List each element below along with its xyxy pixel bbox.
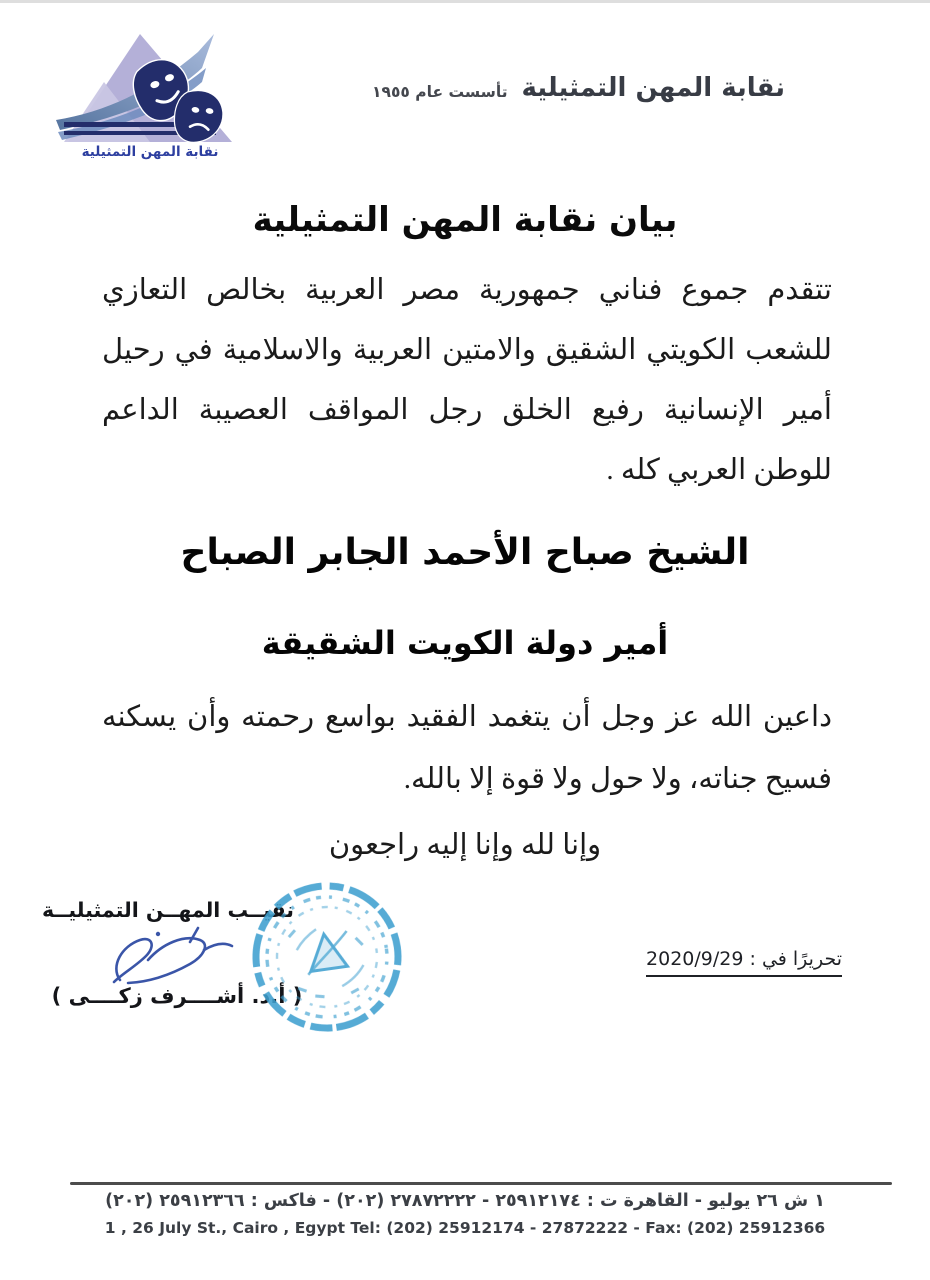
paragraph-line: فسيح جناته، ولا حول ولا قوة إلا بالله. (403, 763, 832, 795)
footer-address-english: 1 , 26 July St., Cairo , Egypt Tel: (202) 25912174 - 27872222 - Fax: (202) 25912366 (104, 1219, 826, 1237)
footer-divider (70, 1182, 892, 1185)
issue-date: تحريرًا في : 2020/9/29 (646, 948, 842, 977)
official-stamp-icon (236, 866, 419, 1049)
closing-verse: وإنا لله وإنا إليه راجعون (328, 829, 602, 861)
theater-masks-logo-icon (52, 26, 248, 146)
paragraph-line: تتقدم جموع فناني جمهورية مصر العربية بخالص التعازي (102, 274, 832, 306)
prayer-paragraph (102, 686, 832, 810)
footer-address-arabic: ١ ش ٢٦ يوليو - القاهرة ت : ٢٥٩١٢١٧٤ - ٢٧٨٧٢٢٢٢ (٢٠٢) - فاكس : ٢٥٩١٢٣٦٦ (٢٠٢) (105, 1191, 825, 1211)
signatory-name: ( أ.د. أشــــرف زكــــى ) (51, 984, 303, 1008)
paragraph-line: داعين الله عز وجل أن يتغمد الفقيد بواسع رحمته وأن يسكنه (102, 701, 832, 733)
signatory-role: نقيــب المهــن التمثيليــة (41, 898, 294, 922)
paragraph-line: للشعب الكويتي الشقيق والامتين العربية والاسلامية في رحيل (102, 334, 832, 366)
syndicate-logo (52, 26, 248, 172)
deceased-name-heading: الشيخ صباح الأحمد الجابر الصباح (180, 532, 750, 573)
header-founded-year: تأسست عام ١٩٥٥ (372, 83, 508, 101)
condolence-paragraph (102, 260, 832, 500)
deceased-title-heading: أمير دولة الكويت الشقيقة (261, 624, 669, 662)
scan-edge-top (0, 0, 930, 3)
header-title-block (372, 58, 785, 104)
paragraph-line: للوطن العربي كله . (606, 454, 832, 486)
paragraph-line: أمير الإنسانية رفيع الخلق رجل المواقف العصيبة الداعم (102, 394, 832, 426)
header-org-name: نقابة المهن التمثيلية (521, 72, 785, 103)
logo-caption: نقابة المهن التمثيلية (81, 144, 219, 160)
statement-title: بيان نقابة المهن التمثيلية (252, 200, 678, 240)
